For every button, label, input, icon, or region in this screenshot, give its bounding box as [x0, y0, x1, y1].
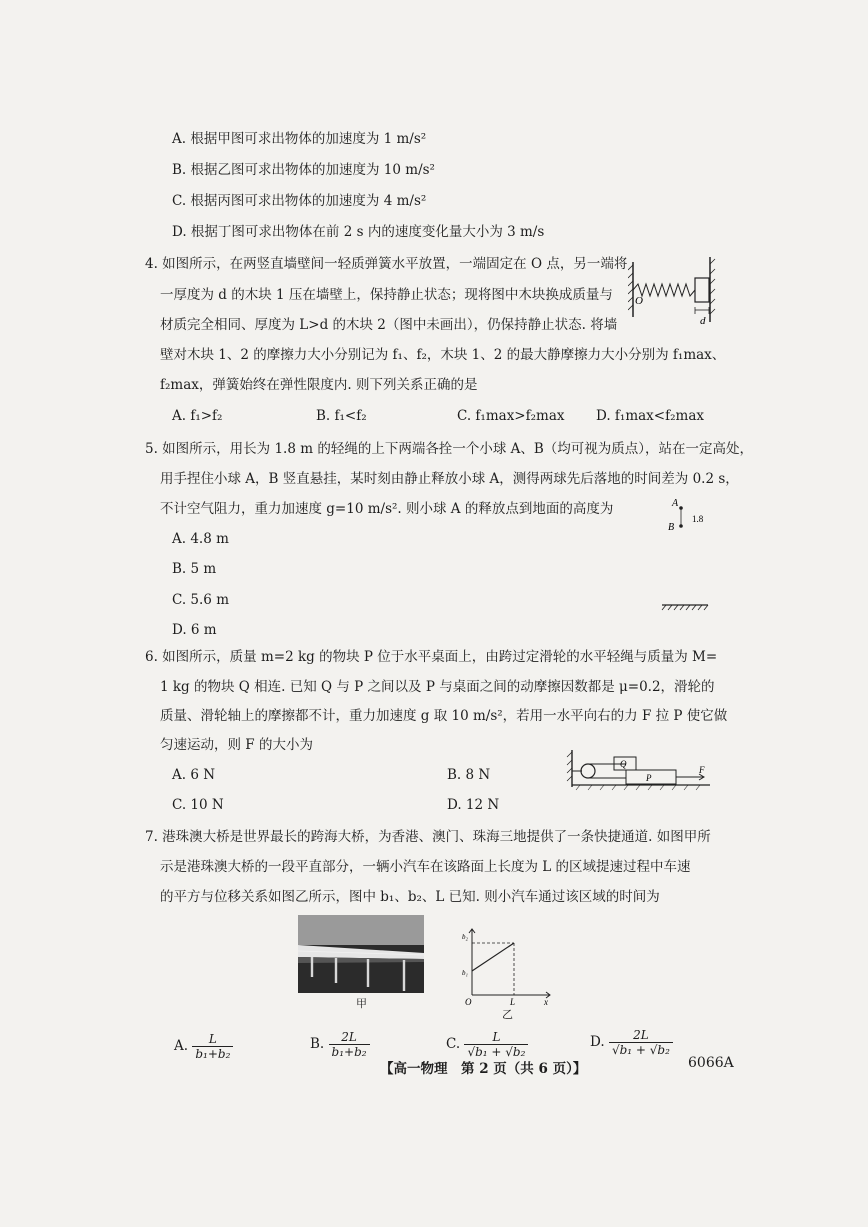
q5-rope-figure: [660, 492, 720, 617]
caption-jia: 甲: [356, 997, 367, 1010]
q4-line-4: 壁对木块 1、2 的摩擦力大小分别记为 f₁、f₂，木块 1、2 的最大静摩擦力大小分别为 f₁max、: [160, 347, 726, 363]
graph-label-origin: O: [465, 997, 472, 1007]
q7-option-a-prefix: A.: [174, 1038, 189, 1054]
q3-option-d: D. 根据丁图可求出物体在前 2 s 内的速度变化量大小为 3 m/s: [172, 224, 545, 240]
q4-option-b: B. f₁<f₂: [316, 408, 367, 424]
q4-label-d: d: [700, 315, 706, 327]
q7-option-a-num: L: [192, 1032, 233, 1047]
q3-option-a: A. 根据甲图可求出物体的加速度为 1 m/s²: [172, 131, 427, 147]
q5-label-length: 1.8: [692, 514, 704, 524]
q5-line-3: 不计空气阻力，重力加速度 g=10 m/s². 则小球 A 的释放点到地面的高度为: [160, 501, 614, 517]
caption-yi: 乙: [502, 1008, 513, 1021]
q6-option-b: B. 8 N: [447, 767, 491, 783]
q7-option-c: [446, 1030, 528, 1059]
q4-line-1: 4. 如图所示，在两竖直墙壁间一轻质弹簧水平放置，一端固定在 O 点，另一端将: [145, 256, 628, 272]
q7-option-d-prefix: D.: [590, 1034, 605, 1050]
q6-line-3: 质量、滑轮轴上的摩擦都不计，重力加速度 g 取 10 m/s²，若用一水平向右的力 F 拉 P 使它做: [160, 708, 728, 724]
q4-line-3: 材质完全相同、厚度为 L>d 的木块 2（图中未画出），仍保持静止状态. 将墙: [160, 317, 618, 333]
q4-label-o: O: [635, 295, 643, 307]
q7-option-b-num: 2L: [329, 1030, 370, 1045]
q5-label-a: A: [672, 498, 679, 509]
q7-option-c-num: L: [464, 1030, 528, 1045]
q5-option-d: D. 6 m: [172, 622, 217, 638]
q5-option-c: C. 5.6 m: [172, 592, 229, 608]
q7-option-d-fraction: [609, 1028, 673, 1057]
q7-option-a-den: b₁+b₂: [195, 1047, 231, 1061]
q7-option-c-prefix: C.: [446, 1036, 461, 1052]
q7-option-d-num: 2L: [609, 1028, 673, 1043]
q6-line-4: 匀速运动，则 F 的大小为: [160, 737, 313, 753]
q6-option-c: C. 10 N: [172, 797, 224, 813]
graph-label-l: L: [510, 997, 516, 1007]
page-footer: 【高一物理 第 2 页（共 6 页）】: [380, 1061, 587, 1077]
v2-x-graph: [458, 925, 558, 1013]
q6-line-2: 1 kg 的物块 Q 相连. 已知 Q 与 P 之间以及 P 与桌面之间的动摩擦因数都是 μ=0.2，滑轮的: [160, 679, 715, 695]
q7-option-b-den: b₁+b₂: [331, 1045, 367, 1059]
q7-line-1: 7. 港珠澳大桥是世界最长的跨海大桥，为香港、澳门、珠海三地提供了一条快捷通道. 如图甲所: [145, 829, 711, 845]
q7-option-c-fraction: [464, 1030, 528, 1059]
q7-option-a: [174, 1032, 233, 1061]
q5-option-b: B. 5 m: [172, 561, 217, 577]
q6-label-f: F: [699, 765, 705, 775]
q7-option-d: [590, 1028, 673, 1057]
graph-label-b2: b₂: [462, 933, 468, 941]
q6-pulley-figure: [566, 745, 714, 795]
q5-line-2: 用手捏住小球 A，B 竖直悬挂，某时刻由静止释放小球 A，测得两球先后落地的时间差为 0.2 s，: [160, 471, 739, 487]
q7-option-b: [310, 1030, 370, 1059]
q6-option-a: A. 6 N: [172, 767, 216, 783]
q7-option-b-fraction: [329, 1030, 370, 1059]
q7-option-a-fraction: [192, 1032, 233, 1061]
graph-label-x: x: [544, 997, 548, 1007]
q5-line-1: 5. 如图所示，用长为 1.8 m 的轻绳的上下两端各拴一个小球 A、B（均可视为质点），站在一定高处，: [145, 441, 754, 457]
q4-option-c: C. f₁max>f₂max: [457, 408, 565, 424]
q7-option-d-den: √b₁ + √b₂: [611, 1043, 670, 1057]
q5-option-a: A. 4.8 m: [172, 531, 229, 547]
q7-line-2: 示是港珠澳大桥的一段平直部分，一辆小汽车在该路面上长度为 L 的区域提速过程中车速: [160, 859, 691, 875]
q4-option-a: A. f₁>f₂: [172, 408, 223, 424]
q4-option-d: D. f₁max<f₂max: [596, 408, 704, 424]
q6-line-1: 6. 如图所示，质量 m=2 kg 的物块 P 位于水平桌面上，由跨过定滑轮的水平轻绳与质量为 M=: [145, 649, 718, 665]
q4-line-2: 一厚度为 d 的木块 1 压在墙壁上，保持静止状态；现将图中木块换成质量与: [160, 287, 613, 303]
q5-label-b: B: [668, 522, 675, 533]
bridge-photo: [298, 915, 424, 993]
q4-line-5: f₂max，弹簧始终在弹性限度内. 则下列关系正确的是: [160, 377, 478, 393]
q3-option-b: B. 根据乙图可求出物体的加速度为 10 m/s²: [172, 162, 435, 178]
exam-code: 6066A: [688, 1055, 734, 1071]
q6-label-p: P: [646, 773, 652, 783]
q4-spring-figure: [628, 252, 718, 332]
q6-option-d: D. 12 N: [447, 797, 500, 813]
q7-option-c-den: √b₁ + √b₂: [467, 1045, 526, 1059]
q7-line-3: 的平方与位移关系如图乙所示，图中 b₁、b₂、L 已知. 则小汽车通过该区域的时间为: [160, 889, 660, 905]
graph-label-b1: b₁: [462, 969, 468, 977]
q7-option-b-prefix: B.: [310, 1036, 325, 1052]
q6-label-q: Q: [620, 759, 627, 769]
q3-option-c: C. 根据丙图可求出物体的加速度为 4 m/s²: [172, 193, 427, 209]
